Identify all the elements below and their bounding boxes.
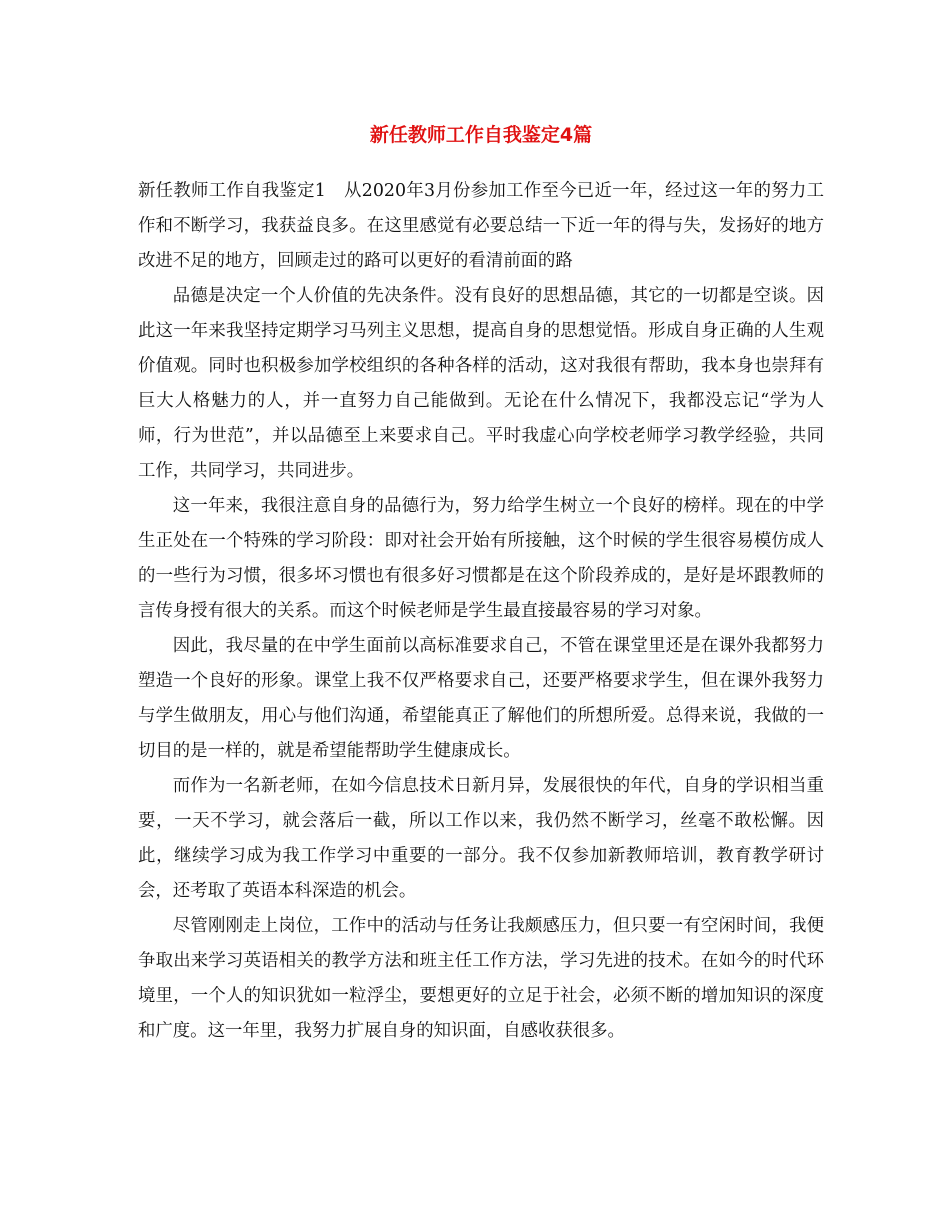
section-heading: 新任教师工作自我鉴定1 bbox=[138, 181, 326, 201]
paragraph-growth: 尽管刚刚走上岗位，工作中的活动与任务让我颇感压力，但只要一有空闲时间，我便争取出来学习英语相关的教学方法和班主任工作方法，学习先进的技术。在如今的时代环境里，一个人的知识犹如一粒浮尘，要想更好的立足于社会，必须不断的增加知识的深度和广度。这一年里，我努力扩展自身的知识面，自感收获很多。 bbox=[138, 916, 824, 1041]
document-page bbox=[138, 118, 824, 1049]
paragraph-character: 品德是决定一个人价值的先决条件。没有良好的思想品德，其它的一切都是空谈。因此这一年来我坚持定期学习马列主义思想，提高自身的思想觉悟。形成自身正确的人生观价值观。同时也积极参加学校组织的各种各样的活动，这对我很有帮助，我本身也崇拜有巨大人格魅力的人，并一直努力自己能做到。无论在什么情况下，我都没忘记“学为人师，行为世范”，并以品德至上来要求自己。平时我虚心向学校老师学习教学经验，共同工作，共同学习，共同进步。 bbox=[138, 286, 824, 481]
paragraph-text: 从2020年3月份参加工作至今已近一年，经过这一年的努力工作和不断学习，我获益良多。在这里感觉有必要总结一下近一年的得与失，发扬好的地方改进不足的地方，回顾走过的路可以更好的看清前面的路 bbox=[138, 181, 824, 271]
paragraph-intro bbox=[138, 174, 824, 279]
paragraph-role-model: 这一年来，我很注意自身的品德行为，努力给学生树立一个良好的榜样。现在的中学生正处在一个特殊的学习阶段：即对社会开始有所接触，这个时候的学生很容易模仿成人的一些行为习惯，很多坏习惯也有很多好习惯都是在这个阶段养成的，是好是坏跟教师的言传身授有很大的关系。而这个时候老师是学生最直接最容易的学习对象。 bbox=[138, 496, 824, 621]
document-title: 新任教师工作自我鉴定4篇 bbox=[369, 124, 593, 146]
paragraph-standards: 因此，我尽量的在中学生面前以高标准要求自己，不管在课堂里还是在课外我都努力塑造一个良好的形象。课堂上我不仅严格要求自己，还要严格要求学生，但在课外我努力与学生做朋友，用心与他们沟通，希望能真正了解他们的所想所爱。总得来说，我做的一切目的是一样的，就是希望能帮助学生健康成长。 bbox=[138, 636, 824, 761]
paragraph-learning: 而作为一名新老师，在如今信息技术日新月异，发展很快的年代，自身的学识相当重要，一天不学习，就会落后一截，所以工作以来，我仍然不断学习，丝毫不敢松懈。因此，继续学习成为我工作学习中重要的一部分。我不仅参加新教师培训，教育教学研讨会，还考取了英语本科深造的机会。 bbox=[138, 776, 824, 901]
